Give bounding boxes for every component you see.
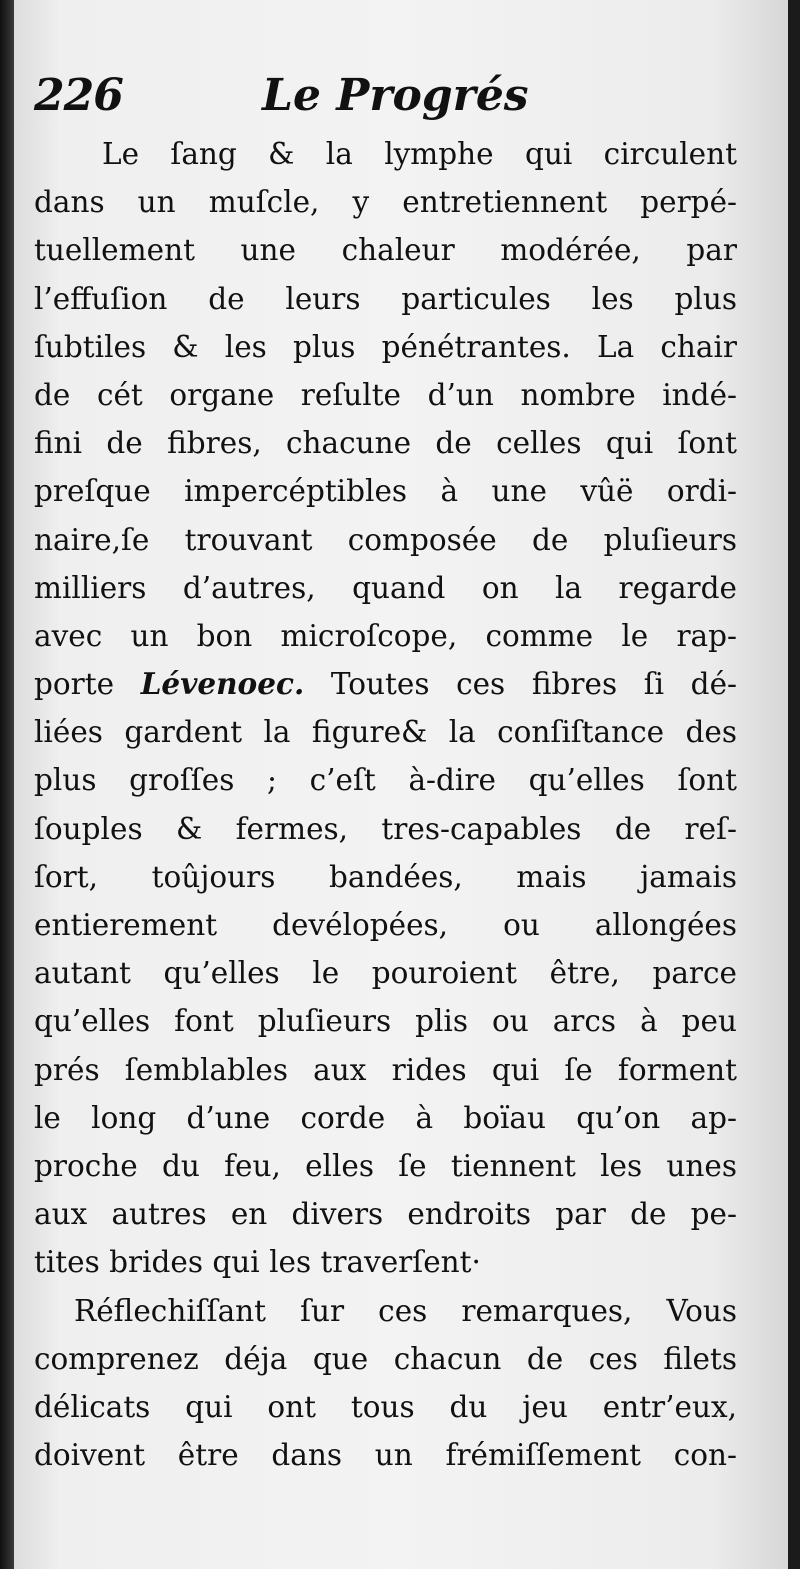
text-line: Le ſang & la lymphe qui circulent (102, 137, 737, 171)
text-line: ſouples & fermes, tres-capables de reſ- (34, 811, 737, 846)
text-line: plus groſſes ; c’eſt à-dire qu’elles ſont (34, 763, 737, 798)
text-line: dans un muſcle, y entretiennent perpé- (34, 185, 737, 220)
text-line: le long d’une corde à boïau qu’on ap- (34, 1100, 737, 1135)
running-title: Le Progrés (262, 70, 529, 121)
text-line: preſque impercéptibles à une vûë ordi- (34, 474, 737, 509)
author-name: Lévenoec. (140, 666, 305, 702)
text-line: qu’elles font pluſieurs plis ou arcs à peu (34, 1004, 737, 1039)
text-line: autant qu’elles le pouroient être, parce (34, 956, 737, 991)
text-line: aux autres en divers endroits par de pe- (34, 1197, 737, 1232)
text-line: doivent être dans un frémiſſement con- (34, 1438, 737, 1473)
binding-gutter (0, 0, 14, 1569)
text-line: ſort, toûjours bandées, mais jamais (34, 859, 737, 894)
text-line: avec un bon microſcope, comme le rap- (34, 618, 737, 653)
body-text (34, 130, 737, 1479)
text-line: de cét organe reſulte d’un nombre indé- (34, 377, 737, 412)
text-line: milliers d’autres, quand on la regarde (34, 570, 737, 605)
text-line: tuellement une chaleur modérée, par (34, 233, 737, 268)
text-line: prés ſemblables aux rides qui ſe forment (34, 1052, 737, 1087)
text-line: liées gardent la figure& la conſiſtance des (34, 715, 737, 750)
text-line: comprenez déja que chacun de ces filets (34, 1341, 737, 1376)
text-segment: Toutes ces fibres ſi dé- (304, 667, 737, 702)
text-line: fini de fibres, chacune de celles qui ſont (34, 426, 737, 461)
text-line: ſubtiles & les plus pénétrantes. La chair (34, 329, 737, 364)
text-line: entierement devélopées, ou allongées (34, 908, 737, 942)
text-line: proche du feu, elles ſe tiennent les unes (34, 1148, 737, 1183)
text-segment: porte (34, 667, 141, 702)
text-line: l’effuſion de leurs particules les plus (34, 281, 737, 316)
text-line: Réflechiſſant ſur ces remarques, Vous (74, 1293, 737, 1328)
page-number: 226 (34, 70, 123, 121)
text-line (34, 660, 737, 708)
text-line: naire,ſe trouvant composée de pluſieurs (34, 522, 737, 557)
text-line: délicats qui ont tous du jeu entr’eux, (34, 1389, 737, 1424)
text-line: tites brides qui les traverſent· (34, 1245, 481, 1280)
